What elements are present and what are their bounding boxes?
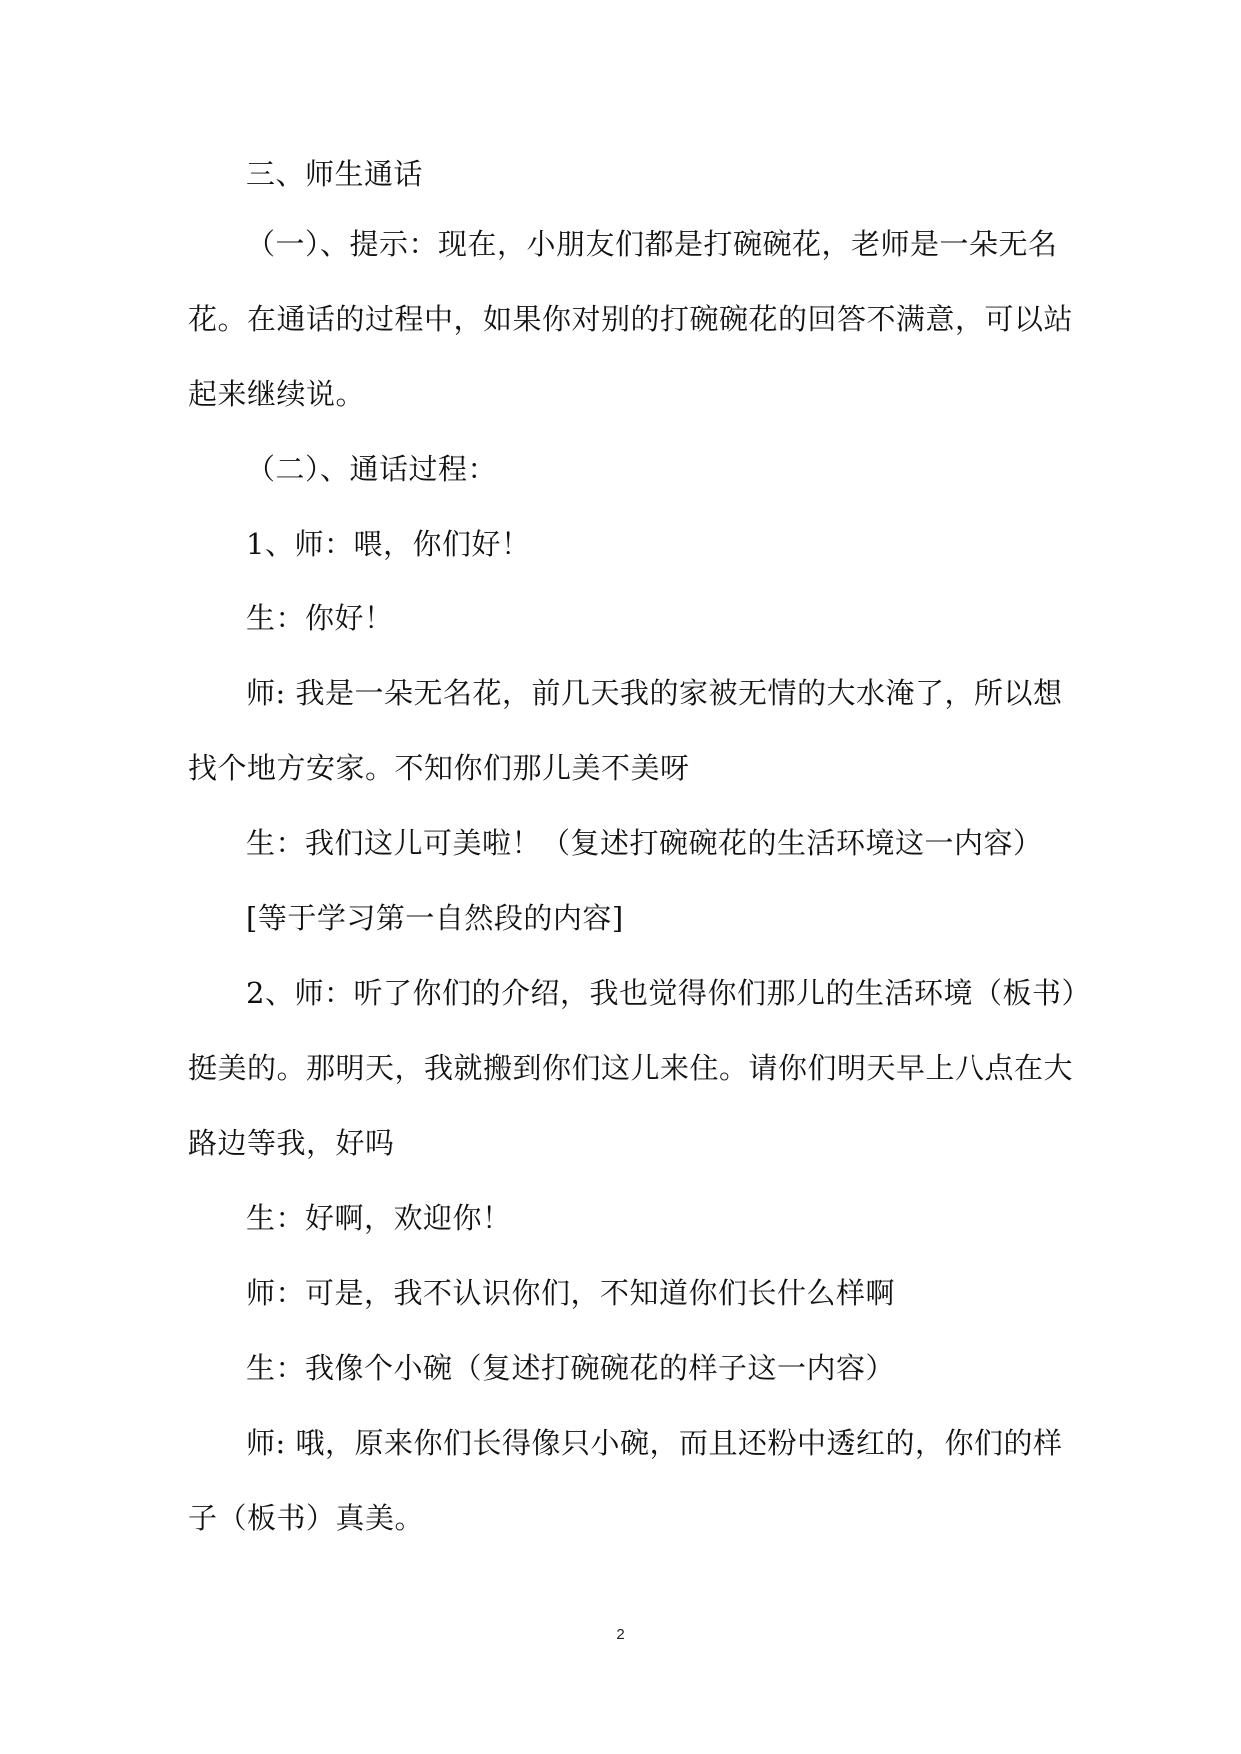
text-line: 生：好啊，欢迎你！ xyxy=(246,1201,512,1235)
text-line: 子（板书）真美。 xyxy=(188,1501,425,1535)
text-line: 生：我们这儿可美啦！（复述打碗碗花的生活环境这一内容） xyxy=(246,826,1043,860)
text-line: 生：我像个小碗（复述打碗碗花的样子这一内容） xyxy=(246,1351,896,1385)
text-line: 起来继续说。 xyxy=(188,377,366,411)
text-line: 师: 我是一朵无名花，前几天我的家被无情的大水淹了，所以想 xyxy=(246,676,1063,710)
text-line: 师：可是，我不认识你们，不知道你们长什么样啊 xyxy=(246,1276,896,1310)
text-line: 找个地方安家。不知你们那儿美不美呀 xyxy=(188,751,690,785)
text-line: 路边等我，好吗 xyxy=(188,1126,395,1160)
text-line: 2、师：听了你们的介绍，我也觉得你们那儿的生活环境（板书） xyxy=(246,976,1091,1010)
text-line: 挺美的。那明天，我就搬到你们这儿来住。请你们明天早上八点在大 xyxy=(188,1051,1074,1085)
text-line: [等于学习第一自然段的内容] xyxy=(246,901,624,935)
text-line: 生：你好！ xyxy=(246,601,394,635)
text-line: （一）、提示：现在，小朋友们都是打碗碗花，老师是一朵无名 xyxy=(246,227,1058,261)
text-line: 师: 哦，原来你们长得像只小碗，而且还粉中透红的，你们的样 xyxy=(246,1426,1063,1460)
page-number: 2 xyxy=(616,1626,625,1643)
section-heading: 三、师生通话 xyxy=(246,157,424,191)
text-line: 1、师：喂，你们好！ xyxy=(246,527,531,561)
text-line: （二）、通话过程： xyxy=(246,452,498,486)
text-line: 花。在通话的过程中，如果你对别的打碗碗花的回答不满意，可以站 xyxy=(188,302,1074,336)
